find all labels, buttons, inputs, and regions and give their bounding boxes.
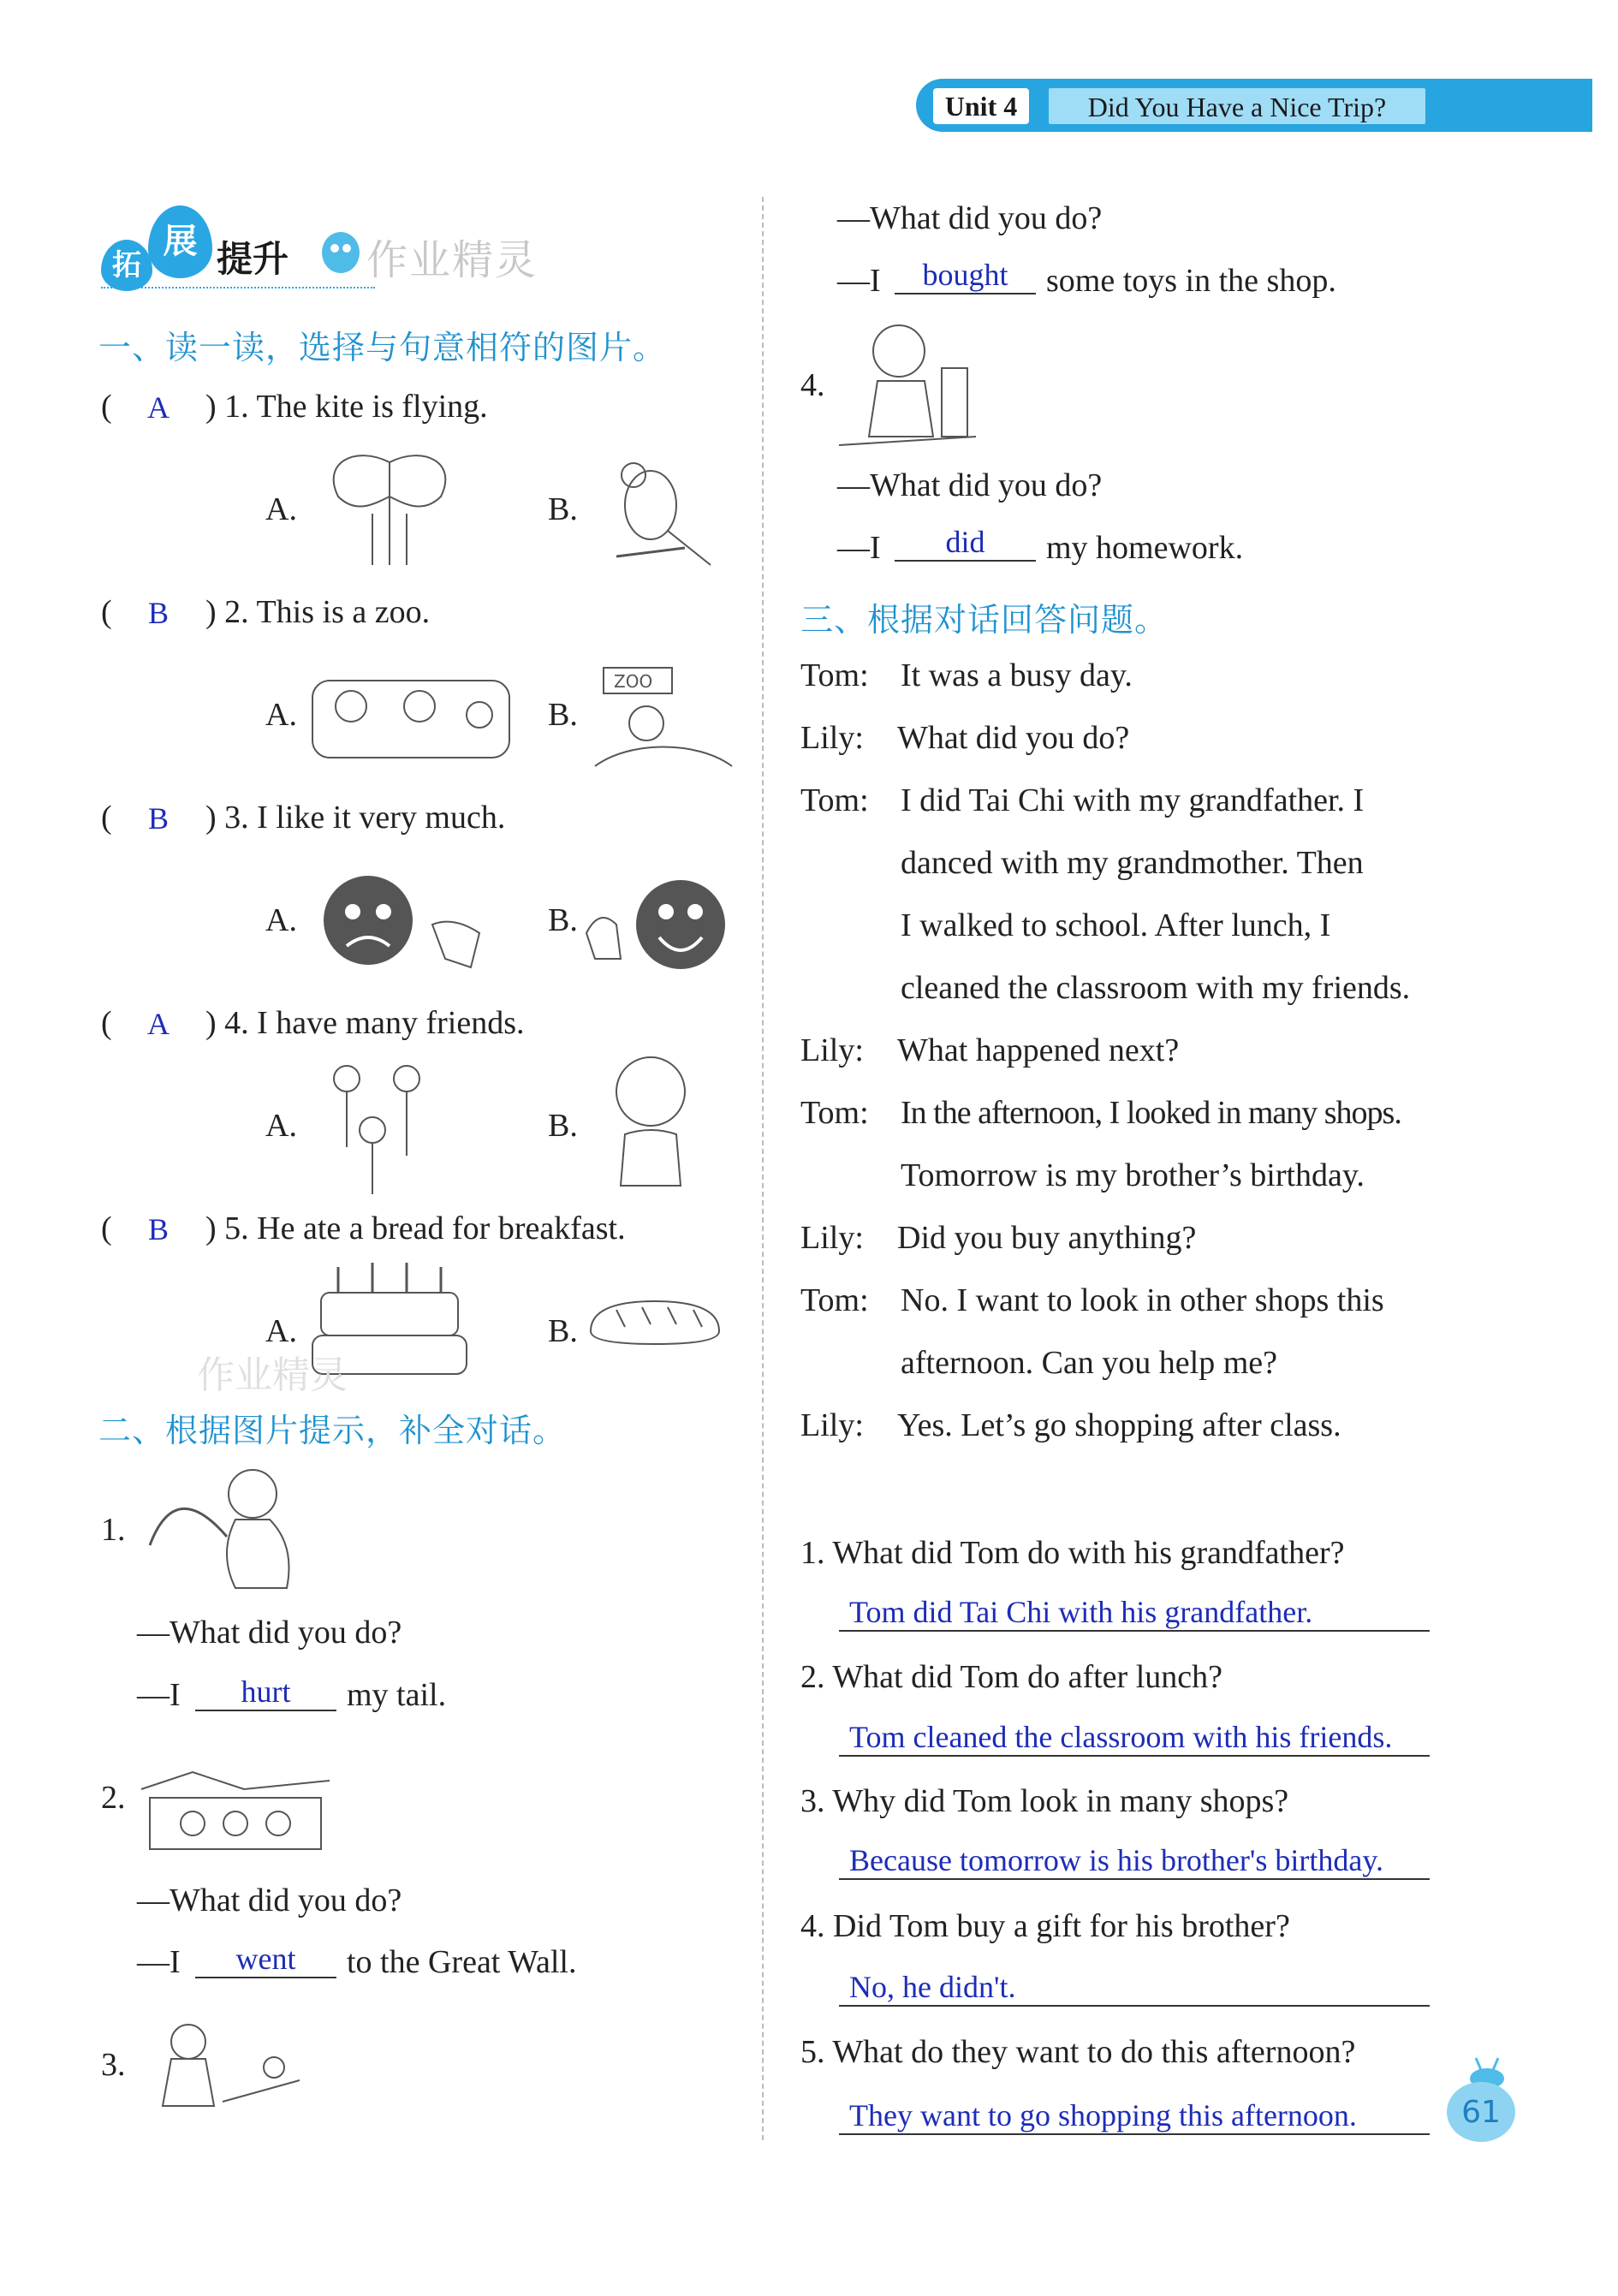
dialogue-line: danced with my grandmother. Then xyxy=(901,845,1364,881)
unit-label: Unit 4 xyxy=(933,88,1029,124)
zoo-icon xyxy=(595,663,732,779)
answer-prefix: —I xyxy=(837,263,881,299)
dialogue-speaker: Tom: xyxy=(800,782,869,818)
dialogue-line: cleaned the classroom with my friends. xyxy=(901,970,1411,1006)
page-number: 61 xyxy=(1447,2082,1515,2142)
option-a-label: A. xyxy=(265,1313,297,1349)
dialogue-line: I did Tai Chi with my grandfather. I xyxy=(901,782,1365,818)
option-a-label: A. xyxy=(265,697,297,733)
sad-face-thumbs-down-icon xyxy=(317,873,497,980)
choice-answer-4: A xyxy=(147,1007,170,1041)
dialogue-line: Did you buy anything? xyxy=(897,1220,1197,1256)
bird-icon xyxy=(599,454,719,578)
column-divider xyxy=(762,197,764,2140)
dialogue-speaker: Tom: xyxy=(800,657,869,693)
unit-title: Did You Have a Nice Trip? xyxy=(1049,88,1425,124)
dialogue-line: In the afternoon, I looked in many shops. xyxy=(901,1095,1401,1131)
answer-line-5: They want to go shopping this afternoon. xyxy=(839,2097,1430,2135)
section-logo xyxy=(101,205,580,300)
kangaroo-hurt-tail-icon xyxy=(141,1460,304,1601)
logo-char-1: 拓 xyxy=(101,240,152,291)
question-4: 4. Did Tom buy a gift for his brother? xyxy=(800,1908,1290,1944)
choice-answer-2: B xyxy=(147,596,169,630)
dialogue-speaker: Tom: xyxy=(800,1095,869,1131)
dialogue-line: It was a busy day. xyxy=(901,657,1133,693)
answer-line-3: Because tomorrow is his brother's birthday. xyxy=(839,1842,1430,1880)
answer-line-4: No, he didn't. xyxy=(839,1969,1430,2007)
item-3-text: ) 3. I like it very much. xyxy=(205,800,506,836)
kite-icon xyxy=(321,445,458,578)
answer-suffix: my tail. xyxy=(347,1677,447,1713)
great-wall-icon xyxy=(141,1764,330,1862)
question-1: 1. What did Tom do with his grandfather? xyxy=(800,1535,1345,1571)
item-1-text: ) 1. The kite is flying. xyxy=(205,389,488,425)
dialogue-line: Tomorrow is my brother’s birthday. xyxy=(901,1157,1365,1193)
question-5: 5. What do they want to do this afternoon? xyxy=(800,2034,1356,2070)
dialogue-speaker: Lily: xyxy=(800,1032,864,1068)
item-number: 2. xyxy=(101,1780,126,1816)
option-a-label: A. xyxy=(265,1108,297,1144)
happy-face-thumbs-up-icon xyxy=(582,873,736,980)
answer-line-1: Tom did Tai Chi with his grandfather. xyxy=(839,1594,1430,1632)
answer-prefix: —I xyxy=(137,1944,181,1980)
children-group-icon xyxy=(312,1053,458,1203)
logo-char-2: 展 xyxy=(148,205,212,278)
answer-suffix: my homework. xyxy=(1046,530,1244,566)
dialogue-line: No. I want to look in other shops this xyxy=(901,1282,1384,1318)
fill-blank-3: bought xyxy=(895,257,1036,294)
lonely-boy-icon xyxy=(599,1049,702,1199)
answer-suffix: some toys in the shop. xyxy=(1046,263,1336,299)
dialogue-line: Yes. Let’s go shopping after class. xyxy=(897,1407,1341,1443)
girl-homework-icon xyxy=(839,317,976,458)
fill-blank-1: hurt xyxy=(195,1674,336,1711)
shopping-toys-icon xyxy=(146,2020,300,2119)
question-3: 3. Why did Tom look in many shops? xyxy=(800,1783,1289,1819)
logo-tail: 提升 xyxy=(217,238,289,280)
option-a-label: A. xyxy=(265,491,297,527)
paren-open: ( xyxy=(101,594,112,630)
dialogue-line: I walked to school. After lunch, I xyxy=(901,907,1331,943)
choice-answer-3: B xyxy=(147,801,169,836)
dialogue-speaker: Tom: xyxy=(800,1282,869,1318)
item-4-text: ) 4. I have many friends. xyxy=(205,1005,525,1041)
item-number: 3. xyxy=(101,2047,126,2083)
bread-icon xyxy=(582,1297,728,1353)
dialogue-line: afternoon. Can you help me? xyxy=(901,1345,1278,1381)
watermark-text: 作业精灵 xyxy=(197,1353,348,1397)
question-text: —What did you do? xyxy=(837,467,1103,503)
fill-blank-4: did xyxy=(895,524,1036,562)
dialogue-line: What did you do? xyxy=(897,720,1130,756)
mascot-icon xyxy=(319,223,362,278)
paren-open: ( xyxy=(101,389,112,425)
dialogue-line: What happened next? xyxy=(897,1032,1180,1068)
paren-open: ( xyxy=(101,1005,112,1041)
park-icon xyxy=(308,672,514,770)
answer-prefix: —I xyxy=(837,530,881,566)
fill-blank-2: went xyxy=(195,1941,336,1978)
answer-suffix: to the Great Wall. xyxy=(347,1944,577,1980)
item-number: 4. xyxy=(800,367,825,403)
option-b-label: B. xyxy=(548,902,578,938)
dialogue-speaker: Lily: xyxy=(800,1407,864,1443)
section3-heading: 三、根据对话回答问题。 xyxy=(800,601,1169,639)
dialogue-speaker: Lily: xyxy=(800,1220,864,1256)
paren-open: ( xyxy=(101,1210,112,1246)
option-b-label: B. xyxy=(548,1108,578,1144)
item-2-text: ) 2. This is a zoo. xyxy=(205,594,431,630)
question-2: 2. What did Tom do after lunch? xyxy=(800,1659,1222,1695)
section2-heading: 二、根据图片提示，补全对话。 xyxy=(98,1412,567,1449)
option-b-label: B. xyxy=(548,491,578,527)
option-b-label: B. xyxy=(548,697,578,733)
watermark-text: 作业精灵 xyxy=(366,236,538,284)
answer-line-2: Tom cleaned the classroom with his friends. xyxy=(839,1719,1430,1757)
svg-text:ZOO: ZOO xyxy=(614,671,653,692)
item-number: 1. xyxy=(101,1512,126,1548)
logo-underline xyxy=(101,287,375,288)
paren-open: ( xyxy=(101,800,112,836)
choice-answer-5: B xyxy=(147,1212,169,1246)
section1-heading: 一、读一读，选择与句意相符的图片。 xyxy=(98,329,667,366)
option-b-label: B. xyxy=(548,1313,578,1349)
question-text: —What did you do? xyxy=(137,1883,402,1918)
dialogue-speaker: Lily: xyxy=(800,720,864,756)
question-text: —What did you do? xyxy=(137,1615,402,1651)
choice-answer-1: A xyxy=(147,390,170,425)
answer-prefix: —I xyxy=(137,1677,181,1713)
item-5-text: ) 5. He ate a bread for breakfast. xyxy=(205,1210,626,1246)
question-text: —What did you do? xyxy=(837,200,1103,236)
option-a-label: A. xyxy=(265,902,297,938)
